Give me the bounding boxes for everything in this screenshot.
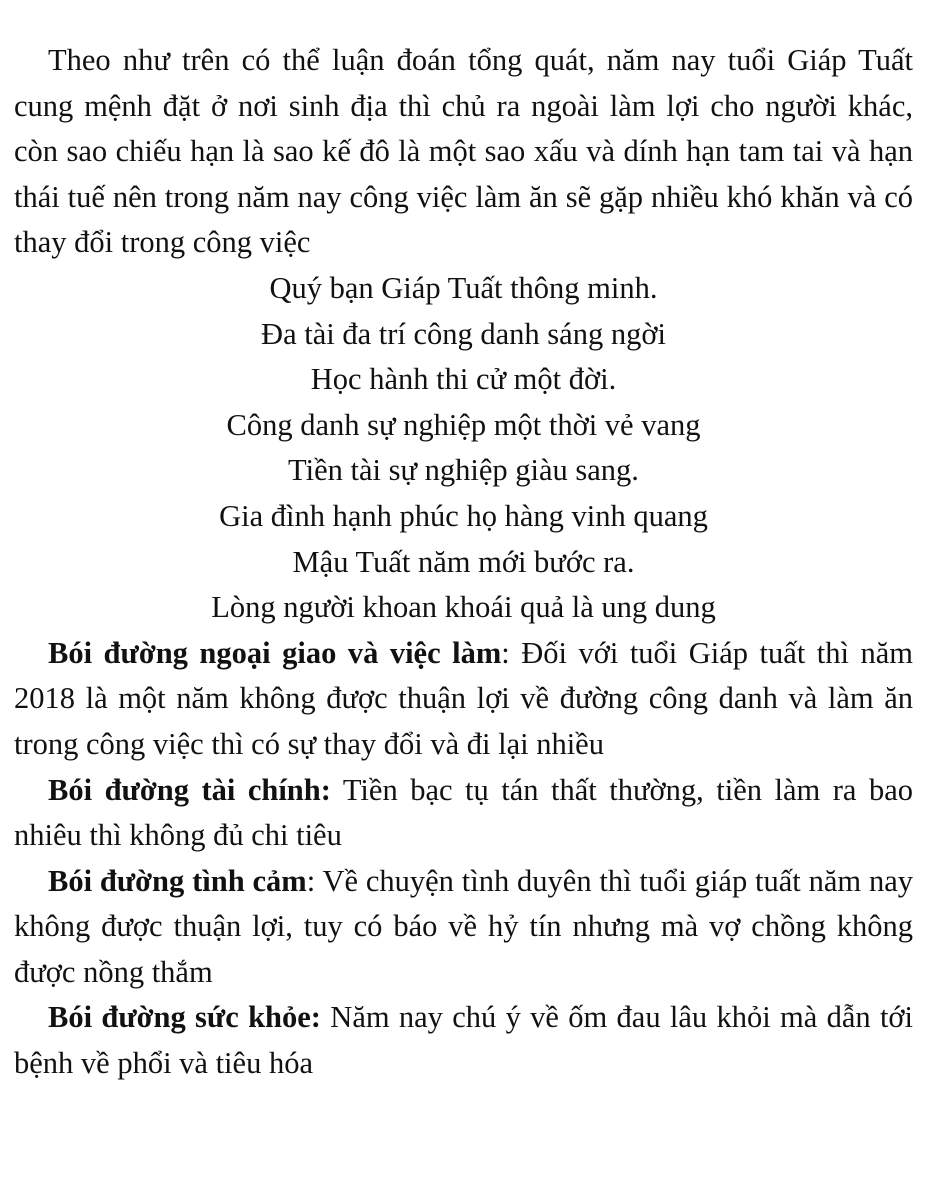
- section-separator: [331, 773, 343, 807]
- intro-paragraph: Theo như trên có thể luận đoán tổng quát, năm nay tuổi Giáp Tuất cung mệnh đặt ở nơi sinh địa thì chủ ra ngoài làm lợi cho người khác, còn sao chiếu hạn là sao kế đô là một sao xấu và dính hạn tam tai và hạn thái tuế nên trong năm nay công việc làm ăn sẽ gặp nhiều khó khăn và có thay đổi trong công việc: [14, 43, 913, 260]
- section-text: Năm nay chú ý về ốm đau lâu khỏi mà dẫn tới bệnh về phổi và tiêu hóa: [14, 1000, 914, 1081]
- section-health: [14, 995, 913, 1086]
- poem-line: Quý bạn Giáp Tuất thông minh.: [269, 270, 658, 305]
- poem-line: Học hành thi cử một đời.: [310, 362, 617, 397]
- section-text: Đối với tuổi Giáp tuất thì năm 2018 là một năm không được thuận lợi về đường công danh và làm ăn trong công việc thì có sự thay đổi và đi lại nhiều: [14, 635, 913, 761]
- section-text: Về chuyện tình duyên thì tuổi giáp tuất năm nay không được thuận lợi, tuy có báo về hỷ tín nhưng mà vợ chồng không được nồng thắm: [14, 863, 913, 989]
- section-separator: :: [501, 635, 522, 670]
- poem-line: Gia đình hạnh phúc họ hàng vinh quang: [219, 498, 708, 533]
- poem-line: Mậu Tuất năm mới bước ra.: [292, 544, 635, 579]
- section-love: [14, 859, 913, 996]
- section-heading: Bói đường tài chính:: [48, 772, 331, 807]
- section-career: [14, 631, 913, 768]
- section-finance: [14, 768, 913, 859]
- poem-line: Lòng người khoan khoái quả là ung dung: [211, 590, 716, 625]
- poem-line: Công danh sự nghiệp một thời vẻ vang: [226, 407, 701, 442]
- poem-line: Đa tài đa trí công danh sáng ngời: [261, 316, 666, 351]
- section-separator: :: [306, 863, 323, 898]
- section-text: Tiền bạc tụ tán thất thường, tiền làm ra bao nhiêu thì không đủ chi tiêu: [14, 772, 914, 853]
- poem-block: [14, 266, 913, 631]
- section-heading: Bói đường sức khỏe:: [48, 1000, 321, 1035]
- section-heading: Bói đường tình cảm: [48, 863, 307, 898]
- section-separator: [321, 1000, 330, 1034]
- section-heading: Bói đường ngoại giao và việc làm: [48, 635, 502, 670]
- poem-line: Tiền tài sự nghiệp giàu sang.: [288, 453, 639, 488]
